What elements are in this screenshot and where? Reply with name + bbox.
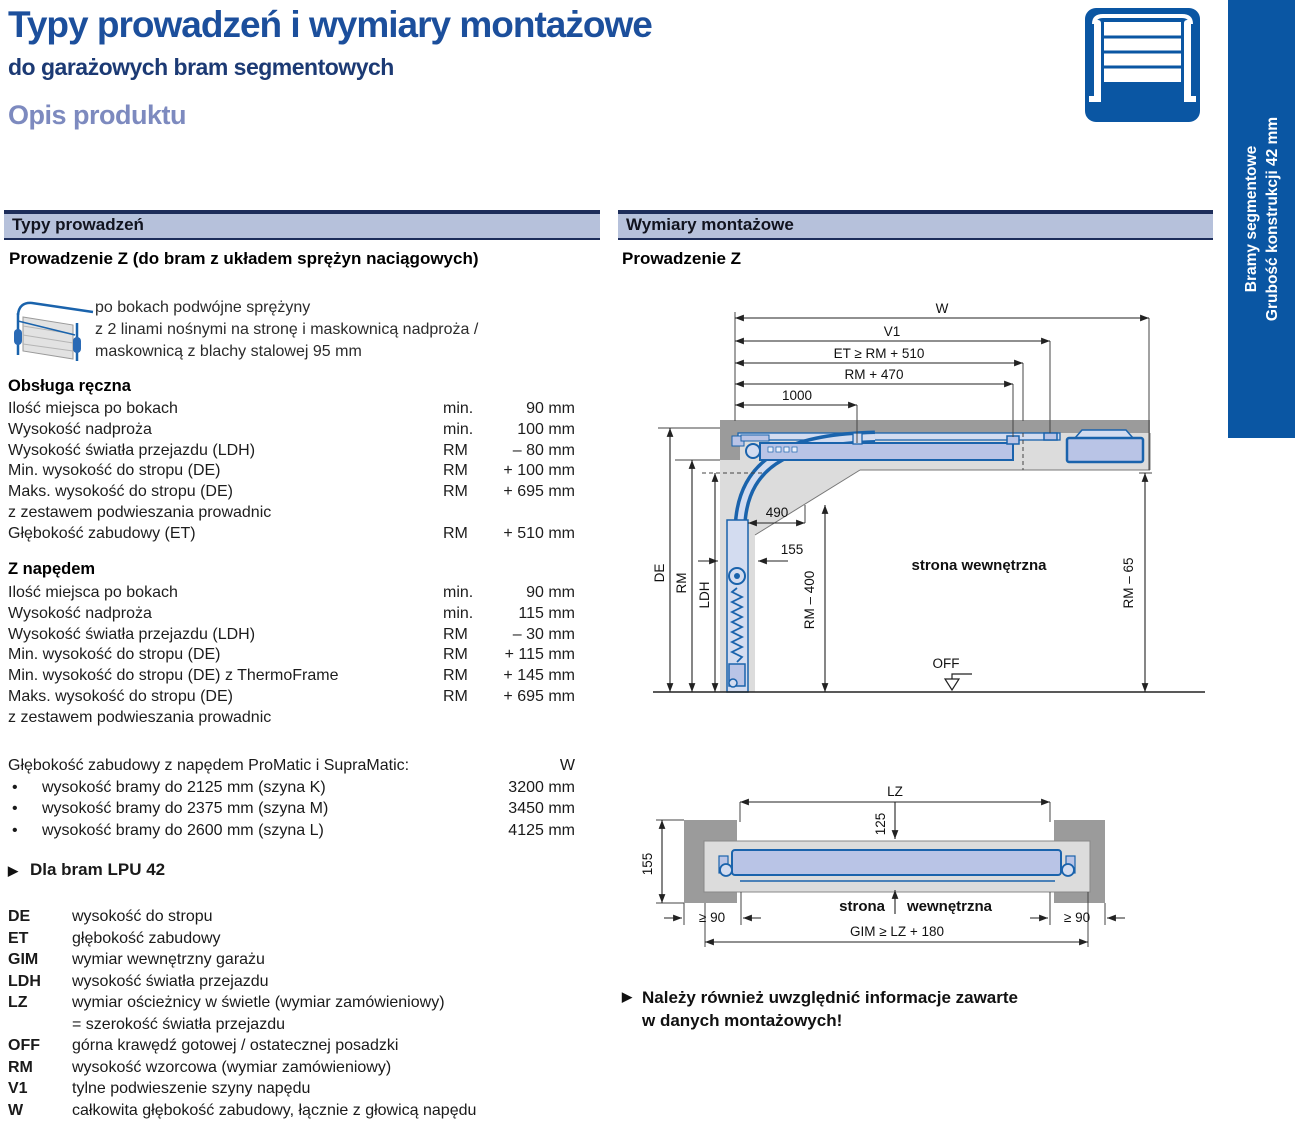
triangle-bullet-icon: ▶ [8,863,18,878]
row-value: 90 mm [526,584,575,601]
dim-label-ge90-left: ≥ 90 [698,910,726,925]
dim-label-rm400: RM – 400 [802,570,817,630]
sectional-door-icon [1085,8,1200,122]
side-tab-line2: Grubość konstrukcji 42 mm [1263,116,1281,322]
row-label: Maks. wysokość do stropu (DE) [8,483,233,501]
row-ref: RM [443,441,468,459]
row-label: Wysokość światła przejazdu (LDH) [8,441,256,459]
drive-depth-table [8,755,575,841]
row-value [493,708,575,729]
inside-label-part2: wewnętrzna [907,898,993,915]
row-label: Głębokość zabudowy (ET) [8,524,196,542]
dim-label-rm: RM [674,572,689,594]
definition-term: LZ [8,994,28,1011]
row-ref: min. [443,584,474,601]
table-header-row [8,755,575,777]
row-value: + 145 mm [503,667,575,685]
definition-desc: wysokość do stropu [72,908,213,925]
row-label: wysokość bramy do 2125 mm (szyna K) [42,778,326,796]
dim-label-v1: V1 [883,324,901,339]
definition-term: GIM [8,951,39,968]
table-row [8,503,575,524]
row-ref: RM [443,646,468,664]
table-row [8,583,575,604]
table-row [8,777,575,799]
dim-label-490: 490 [765,505,789,520]
note-line2: w danych montażowych! [642,1011,843,1030]
row-value [493,503,575,524]
row-label: Min. wysokość do stropu (DE) [8,462,221,480]
installation-note [622,986,1182,1032]
row-value: – 80 mm [512,441,575,459]
definition-row [8,906,588,928]
row-ref: min. [443,604,474,622]
row-ref [443,708,493,729]
side-tab [1228,0,1295,438]
definition-desc: całkowita głębokość zabudowy, łącznie z głowicą napędu [72,1101,477,1119]
row-label: Wysokość światła przejazdu (LDH) [8,625,256,643]
row-label: Ilość miejsca po bokach [8,584,178,601]
row-ref [443,503,493,524]
z-track-side-view-diagram [620,280,1210,730]
bullet: • [12,800,18,817]
row-ref: RM [443,625,468,643]
dim-label-155: 155 [640,852,655,876]
table-row [8,645,575,666]
dim-label-et: ET ≥ RM + 510 [833,346,925,361]
definition-row [8,1078,588,1100]
row-value: 3450 mm [508,800,575,817]
left-subheading: Prowadzenie Z (do bram z układem sprężyn naciągowych) [9,249,479,268]
table-row [8,820,575,842]
definition-term: LDH [8,972,41,990]
table-row [8,420,575,441]
row-value: 4125 mm [508,821,575,839]
triangle-bullet-icon: ▶ [622,989,632,1004]
bullet: • [12,821,18,839]
row-label: Ilość miejsca po bokach [8,400,178,417]
page-title: Typy prowadzeń i wymiary montażowe [8,4,652,45]
row-label: Wysokość nadproża [8,604,152,622]
definition-row [8,1057,588,1079]
definition-term: V1 [8,1080,28,1097]
row-value: 90 mm [526,400,575,417]
definition-term: RM [8,1058,33,1076]
dim-label-lz: LZ [887,784,903,799]
row-value: – 30 mm [512,625,575,643]
bullet: • [12,778,18,796]
dim-label-de: DE [652,563,667,583]
definition-term [8,1014,72,1036]
row-value: 100 mm [517,420,575,438]
intro-paragraph [95,297,478,363]
row-ref: min. [443,420,474,438]
dim-label-125: 125 [873,812,888,836]
row-value: + 115 mm [504,646,575,664]
dim-label-rm65: RM – 65 [1121,557,1136,609]
table-row [8,625,575,646]
dim-label-gim: GIM ≥ LZ + 180 [849,924,945,939]
dim-label-ldh: LDH [697,581,712,609]
row-label: Wysokość nadproża [8,420,152,438]
manual-table [8,399,575,545]
manual-table-title: Obsługa ręczna [8,377,131,395]
lpu-heading [8,860,165,881]
row-label: z zestawem podwieszania prowadnic [8,708,272,726]
row-label: wysokość bramy do 2375 mm (szyna M) [42,800,329,817]
definition-row [8,1014,588,1036]
right-subheading: Prowadzenie Z [622,249,742,268]
table-row [8,461,575,482]
inside-label-part1: strona [839,898,885,915]
intro-line: po bokach podwójne sprężyny [95,299,311,316]
definition-row [8,992,588,1014]
row-value: + 100 mm [503,462,575,480]
dim-label-rm470: RM + 470 [844,367,904,382]
row-ref: RM [443,462,468,480]
definition-desc: wymiar wewnętrzny garażu [72,951,265,968]
depth-header-col: W [559,757,575,774]
row-ref: RM [443,667,468,685]
inside-label: strona wewnętrzna [911,557,1047,574]
definition-row [8,949,588,971]
table-row [8,482,575,503]
z-track-plan-view-diagram [635,780,1135,950]
table-row [8,666,575,687]
definition-desc: wymiar ościeżnicy w świetle (wymiar zamówieniowy) [72,994,445,1011]
right-section-bar: Wymiary montażowe [618,210,1213,240]
intro-line: z 2 linami nośnymi na stronę i maskownicą nadproża / [95,321,479,338]
definition-desc: wysokość wzorcowa (wymiar zamówieniowy) [72,1058,392,1076]
row-value: + 695 mm [503,687,575,705]
row-ref: RM [443,483,468,501]
row-label: z zestawem podwieszania prowadnic [8,503,272,521]
side-tab-line1: Bramy segmentowe [1242,145,1260,293]
row-value: + 510 mm [503,524,575,542]
definition-desc: = szerokość światła przejazdu [72,1015,285,1033]
depth-header-label: Głębokość zabudowy z napędem ProMatic i SupraMatic: [8,757,410,774]
row-label: Min. wysokość do stropu (DE) [8,646,221,664]
dim-label-1000: 1000 [781,388,813,403]
intro-line: maskownicą z blachy stalowej 95 mm [95,343,362,360]
table-row [8,604,575,625]
powered-table [8,583,575,729]
table-row [8,708,575,729]
definition-term: DE [8,908,31,925]
definitions-list [8,906,588,1121]
row-value: 3200 mm [508,778,575,796]
section-heading: Opis produktu [8,100,186,130]
table-row [8,399,575,420]
dim-label-155: 155 [780,542,804,557]
dim-label-ge90-right: ≥ 90 [1063,910,1091,925]
definition-row [8,971,588,993]
definition-desc: wysokość światła przejazdu [72,972,269,990]
left-section-bar: Typy prowadzeń [4,210,600,240]
z-track-door-icon [5,293,95,367]
off-label: OFF [932,656,960,671]
definition-row [8,1035,588,1057]
dim-label-w: W [935,301,949,316]
row-value: 115 mm [518,604,575,622]
definition-desc: głębokość zabudowy [72,929,221,947]
row-ref: RM [443,524,468,542]
definition-term: ET [8,929,29,947]
row-ref: min. [443,400,474,417]
row-label: wysokość bramy do 2600 mm (szyna L) [42,821,324,839]
row-label: Maks. wysokość do stropu (DE) [8,687,233,705]
page-subtitle: do garażowych bram segmentowych [8,54,394,80]
row-label: Min. wysokość do stropu (DE) z ThermoFrame [8,667,339,685]
powered-table-title: Z napędem [8,560,96,578]
definition-desc: górna krawędź gotowej / ostatecznej posadzki [72,1037,399,1054]
side-tab-text [1228,0,1295,438]
lpu-heading-text: Dla bram LPU 42 [30,860,166,879]
definition-term: OFF [8,1037,40,1054]
row-value: + 695 mm [503,483,575,501]
row-ref: RM [443,687,468,705]
table-row [8,798,575,820]
definition-desc: tylne podwieszenie szyny napędu [72,1080,311,1097]
definition-row [8,1100,588,1122]
floor-level-symbol [945,674,972,690]
table-row [8,441,575,462]
note-line1: Należy również uwzględnić informacje zawarte [642,988,1018,1007]
definition-row [8,928,588,950]
table-row [8,524,575,545]
definition-term: W [8,1101,24,1119]
note-text [642,986,1018,1032]
table-row [8,687,575,708]
